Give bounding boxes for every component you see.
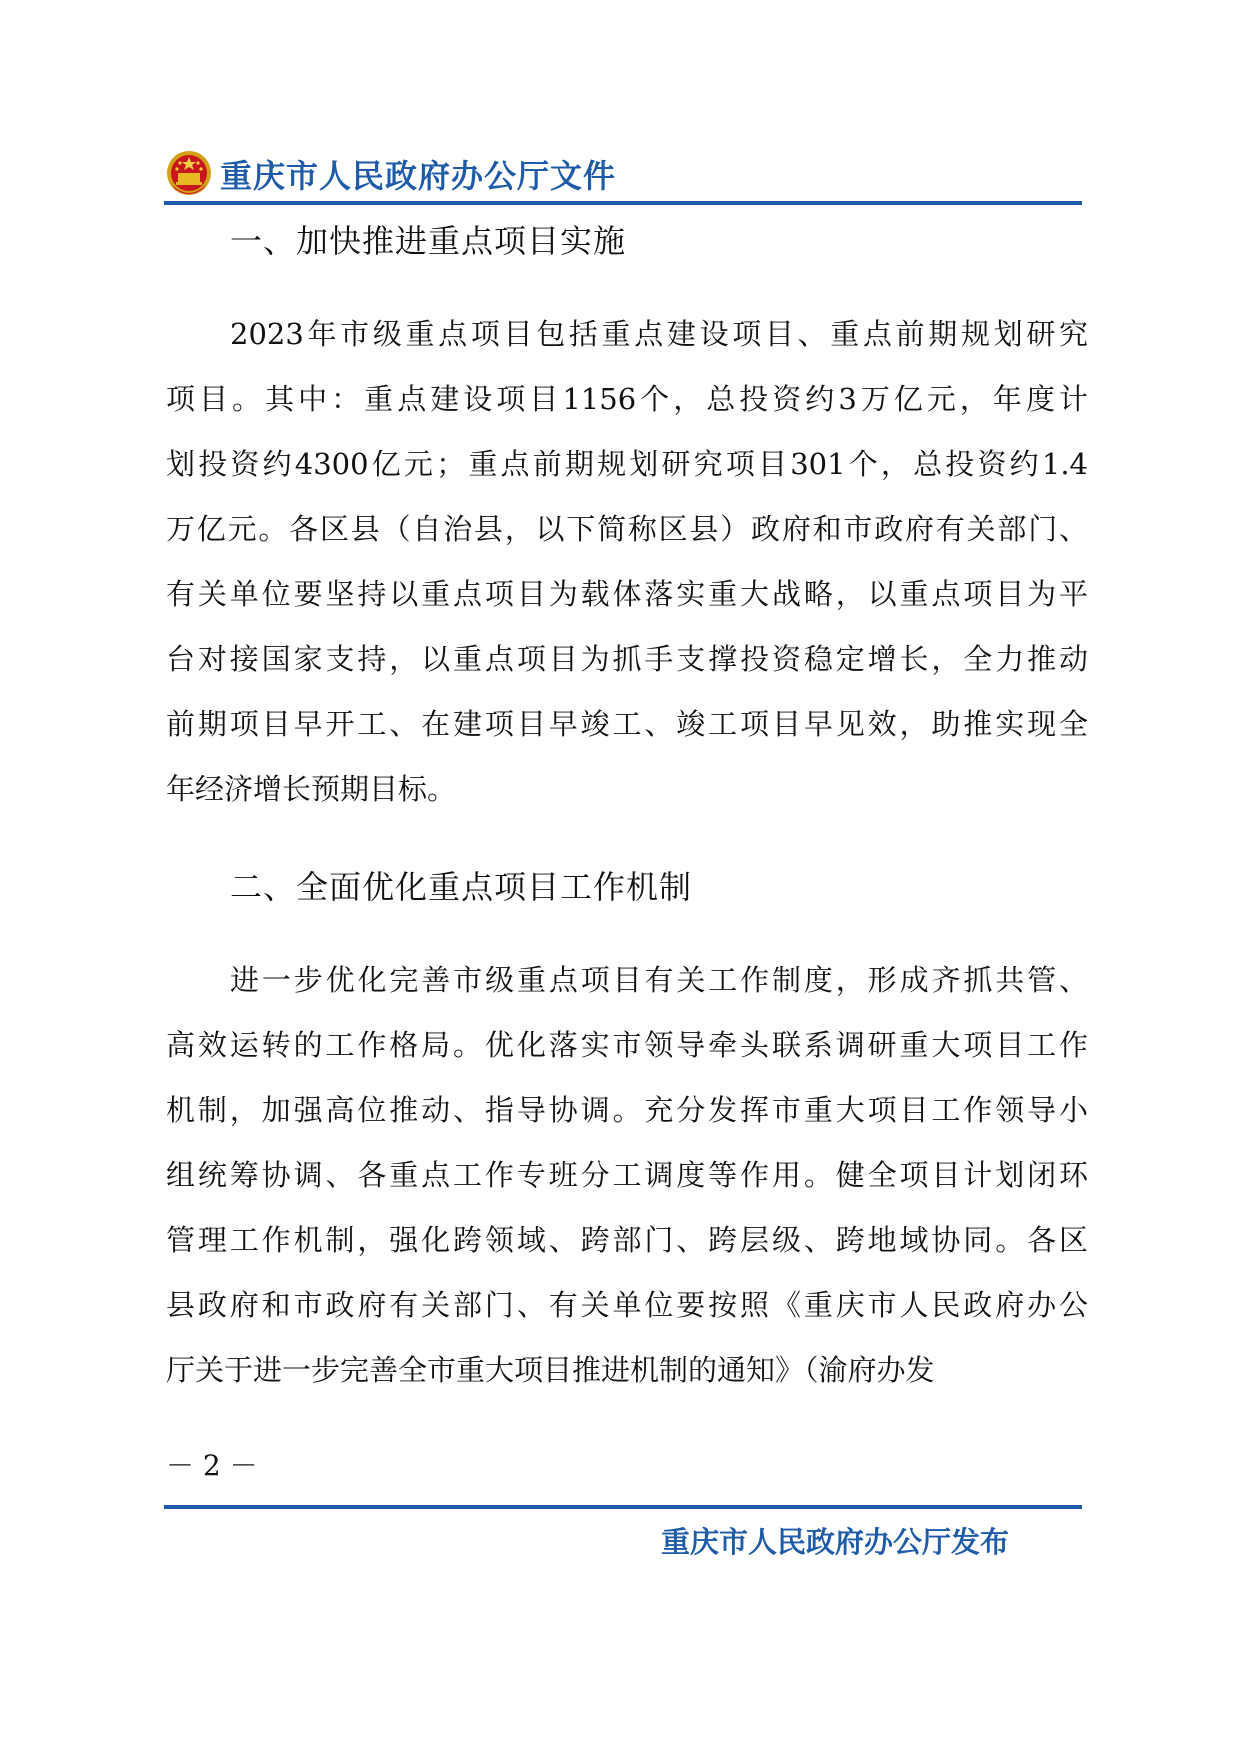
paragraph-line: 厅关于进一步完善全市重大项目推进机制的通知》（渝府办发: [166, 1353, 935, 1387]
footer-publisher: 重庆市人民政府办公厅发布: [660, 1525, 1009, 1559]
section1-paragraph: [166, 302, 1088, 822]
footer-divider: [164, 1505, 1082, 1509]
section2-paragraph: [166, 948, 1088, 1403]
paragraph-line: 划投资约4300亿元；重点前期规划研究项目301个，总投资约1.4: [166, 447, 1088, 481]
paragraph-line: 年经济增长预期目标。: [166, 772, 457, 806]
section2-heading: 二、全面优化重点项目工作机制: [230, 868, 693, 906]
document-header: [166, 144, 616, 204]
national-emblem-icon: [166, 149, 212, 199]
header-title: 重庆市人民政府办公厅文件: [220, 157, 617, 195]
paragraph-line: 县政府和市政府有关部门、有关单位要按照《重庆市人民政府办公: [166, 1288, 1088, 1322]
paragraph-line: 有关单位要坚持以重点项目为载体落实重大战略，以重点项目为平: [166, 577, 1088, 611]
paragraph-line: 管理工作机制，强化跨领域、跨部门、跨层级、跨地域协同。各区: [166, 1223, 1088, 1257]
paragraph-line: 机制，加强高位推动、指导协调。充分发挥市重大项目工作领导小: [166, 1093, 1088, 1127]
paragraph-line: 高效运转的工作格局。优化落实市领导牵头联系调研重大项目工作: [166, 1028, 1088, 1062]
paragraph-line: 组统筹协调、各重点工作专班分工调度等作用。健全项目计划闭环: [166, 1158, 1088, 1192]
paragraph-line: 台对接国家支持，以重点项目为抓手支撑投资稳定增长，全力推动: [166, 642, 1088, 676]
header-divider: [164, 201, 1082, 205]
page-number: － 2 －: [166, 1449, 258, 1482]
paragraph-line: 万亿元。各区县（自治县，以下简称区县）政府和市政府有关部门、: [166, 512, 1088, 546]
paragraph-line: 前期项目早开工、在建项目早竣工、竣工项目早见效，助推实现全: [166, 707, 1088, 741]
paragraph-line: 2023年市级重点项目包括重点建设项目、重点前期规划研究: [230, 317, 1088, 351]
paragraph-line: 项目。其中：重点建设项目1156个，总投资约3万亿元，年度计: [166, 382, 1088, 416]
paragraph-line: 进一步优化完善市级重点项目有关工作制度，形成齐抓共管、: [230, 963, 1088, 997]
section1-heading: 一、加快推进重点项目实施: [230, 222, 627, 260]
